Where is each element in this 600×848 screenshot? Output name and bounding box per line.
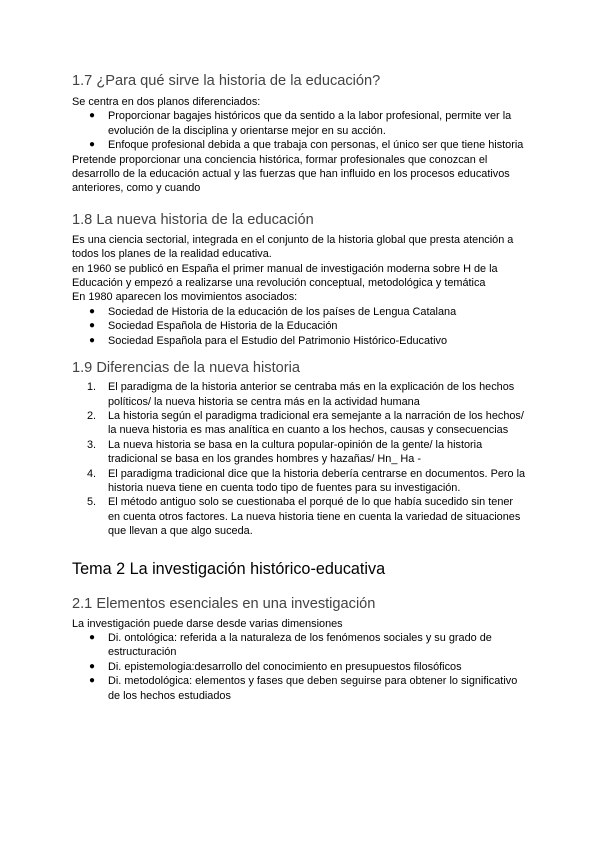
bullet-icon: ● — [89, 110, 96, 122]
section-1-7-title: 1.7 ¿Para qué sirve la historia de la educación? — [72, 73, 381, 89]
section-2-1-title: 2.1 Elementos esenciales en una investigación — [72, 595, 376, 612]
section-1-8-paragraph: en 1960 se publicó en España el primer manual de investigación moderna sobre H de la Educación y empezó a realizarse una revolución conceptual, metodológica y temática — [72, 262, 498, 290]
bullet-icon: ● — [89, 660, 96, 672]
list-item: ● Sociedad Española de Historia de la Educación — [89, 320, 338, 333]
list-item: ● Di. ontológica: referida a la naturaleza de los fenómenos sociales y su grado de estructuración — [89, 631, 492, 659]
bullet-icon: ● — [89, 675, 96, 687]
bullet-icon: ● — [89, 305, 96, 317]
bullet-icon: ● — [89, 320, 96, 332]
list-item: ● Sociedad de Historia de la educación de los países de Lengua Catalana — [89, 305, 457, 318]
document-page — [72, 60, 528, 703]
list-item: 5. El método antiguo solo se cuestionaba el porqué de lo que había sucedido sin tener en cuenta otros factores. La nueva historia tiene en cuenta la variedad de situaciones que llevan a que algo suceda. — [87, 496, 521, 538]
section-1-8-title: 1.8 La nueva historia de la educación — [72, 211, 314, 228]
section-1-7-bullets — [72, 109, 528, 152]
section-1-9-title: 1.9 Diferencias de la nueva historia — [72, 360, 300, 377]
list-item: ● Di. epistemologia:desarrollo del conocimiento en presupuestos filosóficos — [89, 660, 462, 673]
section-1-8-bullets — [72, 305, 528, 348]
bullet-icon: ● — [89, 139, 96, 151]
list-item: ● Enfoque profesional debida a que trabaja con personas, el único ser que tiene historia — [89, 139, 524, 152]
chapter-title: Tema 2 La investigación histórico-educativa — [72, 559, 386, 578]
section-2-1-bullets — [72, 631, 528, 703]
section-1-7-closing: Pretende proporcionar una conciencia histórica, formar profesionales que conozcan el desarrollo de la educación actual y las fuerzas que han influido en los procesos educativos anteriores, como y cuando — [72, 153, 510, 195]
bullet-icon: ● — [89, 334, 96, 346]
section-1-8-paragraph: En 1980 aparecen los movimientos asociados: — [72, 291, 298, 304]
list-item: 4. El paradigma tradicional dice que la historia debería centrarse en documentos. Pero la historia nueva tiene en cuenta todo tipo de fuentes para su investigación. — [87, 467, 526, 494]
section-1-8-paragraph: Es una ciencia sectorial, integrada en el conjunto de la historia global que presta atención a todos los planes de la realidad educativa. — [72, 233, 514, 261]
list-item: 1. El paradigma de la historia anterior se centraba más en la explicación de los hechos políticos/ la nueva historia se centra más en la actividad humana — [87, 381, 515, 408]
section-2-1-intro: La investigación puede darse desde varias dimensiones — [72, 617, 343, 630]
list-item: ● Sociedad Española para el Estudio del Patrimonio Histórico-Educativo — [89, 334, 448, 347]
section-1-7-intro: Se centra en dos planos diferenciados: — [72, 96, 261, 108]
bullet-icon: ● — [89, 631, 96, 643]
list-item: ● Proporcionar bagajes históricos que da sentido a la labor profesional, permite ver la evolución de la disciplina y orientarse mejor en su acción. — [89, 110, 512, 137]
section-1-9-list — [72, 380, 528, 538]
list-item: 3. La nueva historia se basa en la cultura popular-opinión de la gente/ la historia tradicional se basa en los grandes hombres y hazañas/ Hn_ Ha - — [87, 438, 483, 466]
list-item: ● Di. metodológica: elementos y fases que deben seguirse para obtener lo significativo de los hechos estudiados — [89, 675, 518, 702]
list-item: 2. La historia según el paradigma tradicional era semejante a la narración de los hechos/ la nueva historia es mas analítica en cuanto a los hechos, causas y consecuencias — [87, 409, 524, 437]
